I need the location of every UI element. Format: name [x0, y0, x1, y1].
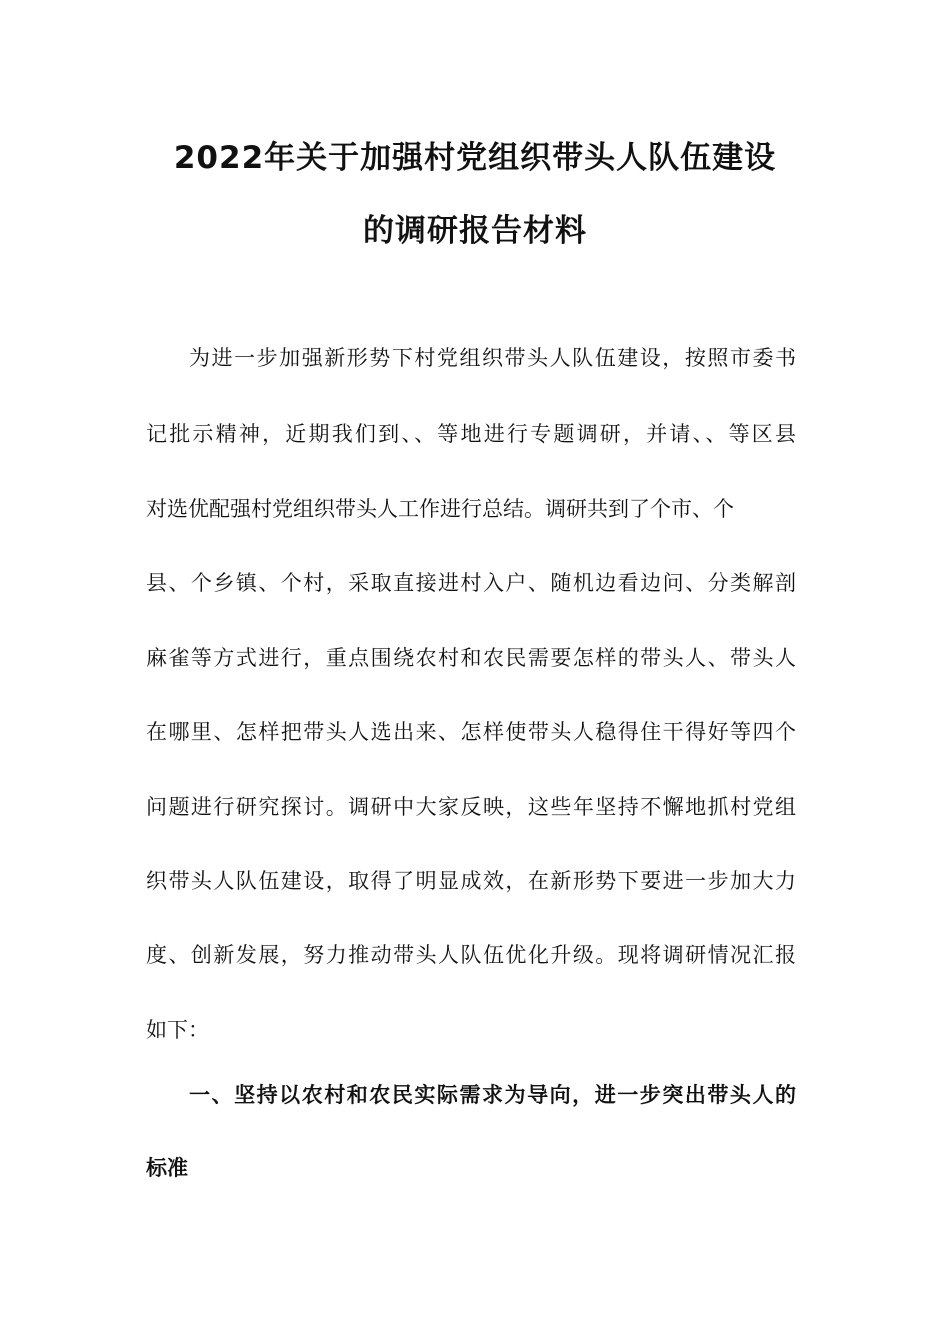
section-heading-line-2: 标准: [146, 1156, 188, 1180]
section-heading-line-1: 一、坚持以农村和农民实际需求为导向，进一步突出带头人的: [189, 1083, 796, 1107]
paragraph-line: 县、个乡镇、个村，采取直接进村入户、随机边看边问、分类解剖: [146, 571, 796, 595]
paragraph-line: 对选优配强村党组织带头人工作进行总结。调研共到了个市、个: [146, 497, 734, 521]
paragraph-line: 记批示精神，近期我们到、、等地进行专题调研，并请、、等区县: [146, 422, 796, 446]
paragraph-line: 织带头人队伍建设，取得了明显成效，在新形势下要进一步加大力: [146, 869, 796, 893]
paragraph-line: 麻雀等方式进行，重点围绕农村和农民需要怎样的带头人、带头人: [146, 646, 796, 670]
paragraph-line: 度、创新发展，努力推动带头人队伍优化升级。现将调研情况汇报: [146, 943, 796, 967]
paragraph-line: 问题进行研究探讨。调研中大家反映，这些年坚持不懈地抓村党组: [146, 795, 796, 819]
paragraph-line: 如下：: [146, 1018, 209, 1042]
document-title-line-1: 2022年关于加强村党组织带头人队伍建设: [173, 140, 777, 176]
paragraph-line: 在哪里、怎样把带头人选出来、怎样使带头人稳得住干得好等四个: [146, 720, 796, 744]
document-title-line-2: 的调研报告材料: [363, 213, 587, 249]
paragraph-line: 为进一步加强新形势下村党组织带头人队伍建设，按照市委书: [189, 346, 796, 370]
